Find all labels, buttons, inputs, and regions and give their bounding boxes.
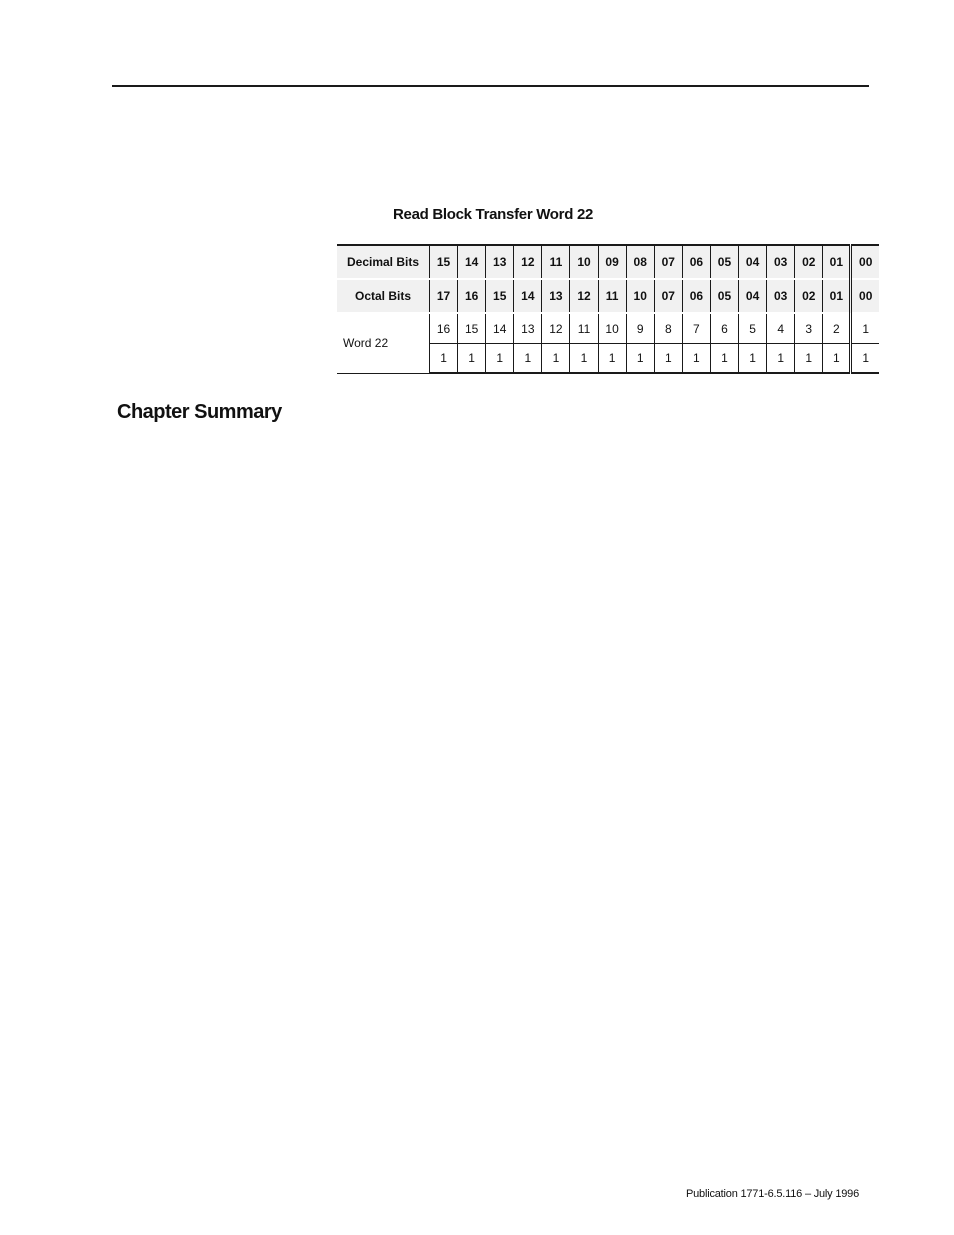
octal-bit-cell: 14 xyxy=(514,279,542,313)
octal-bit-cell: 05 xyxy=(710,279,738,313)
octal-bit-cell: 07 xyxy=(654,279,682,313)
decimal-bit-cell: 06 xyxy=(682,245,710,279)
bit-value-cell: 1 xyxy=(542,344,570,374)
decimal-bit-cell: 05 xyxy=(710,245,738,279)
bit-number-cell: 10 xyxy=(598,313,626,344)
decimal-bit-cell: 08 xyxy=(626,245,654,279)
bit-value-cell: 1 xyxy=(767,344,795,374)
octal-bit-cell: 03 xyxy=(767,279,795,313)
bit-number-cell: 14 xyxy=(486,313,514,344)
decimal-bit-cell: 09 xyxy=(598,245,626,279)
octal-bit-cell: 13 xyxy=(542,279,570,313)
word-22-bit-number-row xyxy=(337,313,879,344)
read-block-transfer-table xyxy=(337,244,879,374)
decimal-bit-cell: 04 xyxy=(739,245,767,279)
decimal-bit-cell: 13 xyxy=(486,245,514,279)
bit-value-cell: 1 xyxy=(682,344,710,374)
octal-bit-cell: 10 xyxy=(626,279,654,313)
bit-number-cell: 13 xyxy=(514,313,542,344)
bit-number-cell: 12 xyxy=(542,313,570,344)
bit-number-cell: 3 xyxy=(795,313,823,344)
decimal-bit-cell: 14 xyxy=(458,245,486,279)
bit-number-cell: 7 xyxy=(682,313,710,344)
bit-value-cell: 1 xyxy=(710,344,738,374)
decimal-bit-cell: 02 xyxy=(795,245,823,279)
decimal-bit-cell: 07 xyxy=(654,245,682,279)
decimal-bits-row xyxy=(337,245,879,279)
decimal-bit-cell: 12 xyxy=(514,245,542,279)
bit-number-cell: 8 xyxy=(654,313,682,344)
bit-number-cell: 5 xyxy=(739,313,767,344)
decimal-bit-cell: 11 xyxy=(542,245,570,279)
octal-bit-cell: 06 xyxy=(682,279,710,313)
bit-number-cell: 4 xyxy=(767,313,795,344)
decimal-bit-cell: 03 xyxy=(767,245,795,279)
octal-bit-cell: 02 xyxy=(795,279,823,313)
octal-bit-cell: 04 xyxy=(739,279,767,313)
word-22-label: Word 22 xyxy=(337,313,430,373)
bit-value-cell: 1 xyxy=(851,344,879,374)
octal-bits-row xyxy=(337,279,879,313)
bit-value-cell: 1 xyxy=(570,344,598,374)
decimal-bit-cell: 15 xyxy=(430,245,458,279)
bit-number-cell: 2 xyxy=(823,313,851,344)
bit-value-cell: 1 xyxy=(486,344,514,374)
octal-bit-cell: 17 xyxy=(430,279,458,313)
octal-bits-label: Octal Bits xyxy=(337,279,430,313)
bit-value-cell: 1 xyxy=(514,344,542,374)
bit-number-cell: 1 xyxy=(851,313,879,344)
bit-value-cell: 1 xyxy=(458,344,486,374)
bit-number-cell: 16 xyxy=(430,313,458,344)
bit-number-cell: 6 xyxy=(710,313,738,344)
bit-value-cell: 1 xyxy=(598,344,626,374)
decimal-bits-label: Decimal Bits xyxy=(337,245,430,279)
bit-value-cell: 1 xyxy=(823,344,851,374)
octal-bit-cell: 11 xyxy=(598,279,626,313)
bit-number-cell: 15 xyxy=(458,313,486,344)
table-title: Read Block Transfer Word 22 xyxy=(393,206,594,223)
octal-bit-cell: 01 xyxy=(823,279,851,313)
bit-value-cell: 1 xyxy=(430,344,458,374)
bit-value-cell: 1 xyxy=(795,344,823,374)
bit-number-cell: 9 xyxy=(626,313,654,344)
chapter-summary-heading: Chapter Summary xyxy=(117,401,282,423)
octal-bit-cell: 00 xyxy=(851,279,879,313)
bit-value-cell: 1 xyxy=(739,344,767,374)
bit-value-cell: 1 xyxy=(654,344,682,374)
octal-bit-cell: 16 xyxy=(458,279,486,313)
top-rule xyxy=(112,85,869,87)
publication-footer: Publication 1771-6.5.116 – July 1996 xyxy=(686,1188,860,1200)
decimal-bit-cell: 00 xyxy=(851,245,879,279)
decimal-bit-cell: 10 xyxy=(570,245,598,279)
bit-number-cell: 11 xyxy=(570,313,598,344)
bit-value-cell: 1 xyxy=(626,344,654,374)
octal-bit-cell: 12 xyxy=(570,279,598,313)
octal-bit-cell: 15 xyxy=(486,279,514,313)
decimal-bit-cell: 01 xyxy=(823,245,851,279)
